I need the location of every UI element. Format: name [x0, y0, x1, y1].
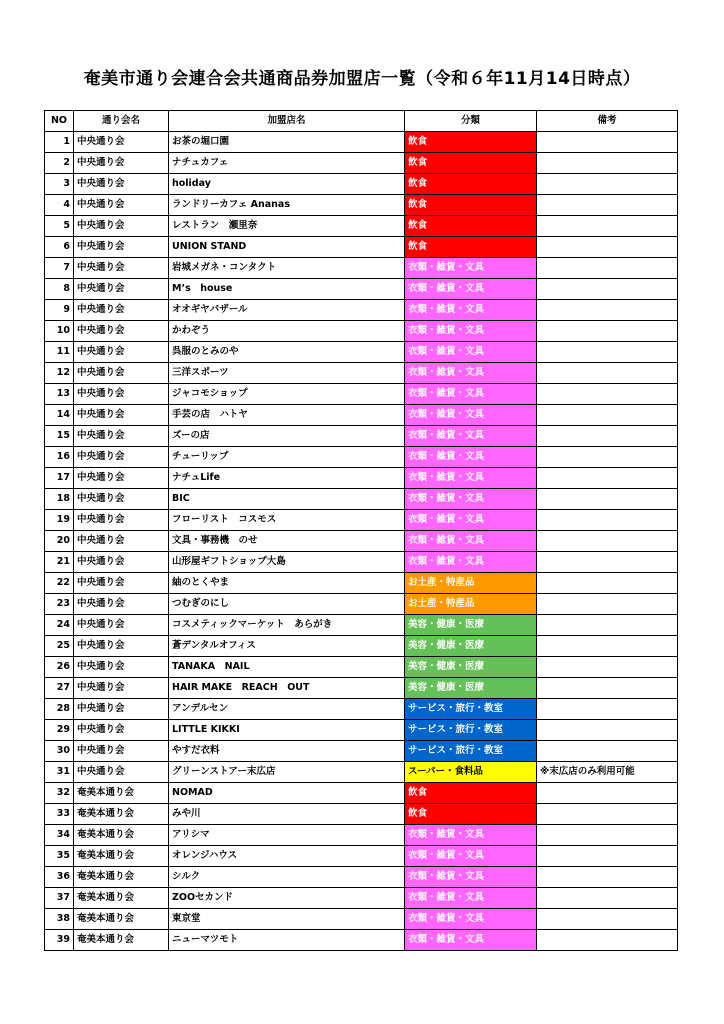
cell-no: 27 [45, 678, 74, 699]
table-row [45, 321, 678, 342]
table-row [45, 615, 678, 636]
cell-note [537, 342, 678, 363]
cell-category: 美容・健康・医療 [405, 615, 537, 636]
cell-association: 中央通り会 [74, 741, 169, 762]
cell-no: 19 [45, 510, 74, 531]
cell-association: 中央通り会 [74, 237, 169, 258]
cell-category: 衣類・雑貨・文具 [405, 342, 537, 363]
table-row [45, 867, 678, 888]
cell-category: 衣類・雑貨・文具 [405, 510, 537, 531]
cell-category: 衣類・雑貨・文具 [405, 489, 537, 510]
cell-no: 34 [45, 825, 74, 846]
member-store-table [44, 110, 678, 951]
cell-store-name: グリーンストアー末広店 [169, 762, 405, 783]
cell-note [537, 132, 678, 153]
cell-store-name: ナチュカフェ [169, 153, 405, 174]
cell-store-name: ナチュLife [169, 468, 405, 489]
cell-store-name: UNION STAND [169, 237, 405, 258]
cell-no: 38 [45, 909, 74, 930]
cell-association: 中央通り会 [74, 363, 169, 384]
table-row [45, 531, 678, 552]
cell-no: 16 [45, 447, 74, 468]
cell-store-name: M’s house [169, 279, 405, 300]
cell-store-name: やすだ衣料 [169, 741, 405, 762]
cell-note [537, 615, 678, 636]
table-row [45, 426, 678, 447]
cell-store-name: 手芸の店 ハトヤ [169, 405, 405, 426]
cell-category: 衣類・雑貨・文具 [405, 468, 537, 489]
table-row [45, 510, 678, 531]
cell-no: 36 [45, 867, 74, 888]
cell-note [537, 468, 678, 489]
table-row [45, 846, 678, 867]
table-row [45, 930, 678, 951]
cell-category: 衣類・雑貨・文具 [405, 825, 537, 846]
table-row [45, 237, 678, 258]
cell-association: 中央通り会 [74, 174, 169, 195]
cell-category: 衣類・雑貨・文具 [405, 930, 537, 951]
cell-category: 衣類・雑貨・文具 [405, 867, 537, 888]
table-row [45, 741, 678, 762]
cell-no: 11 [45, 342, 74, 363]
cell-category: 衣類・雑貨・文具 [405, 531, 537, 552]
cell-no: 14 [45, 405, 74, 426]
cell-no: 22 [45, 573, 74, 594]
cell-category: 飲食 [405, 153, 537, 174]
cell-category: 衣類・雑貨・文具 [405, 426, 537, 447]
cell-category: 美容・健康・医療 [405, 678, 537, 699]
page-title: 奄美市通り会連合会共通商品券加盟店一覧（令和６年11月14日時点） [83, 69, 641, 89]
cell-note [537, 321, 678, 342]
cell-no: 30 [45, 741, 74, 762]
cell-note [537, 825, 678, 846]
cell-note [537, 426, 678, 447]
cell-category: 飲食 [405, 783, 537, 804]
table-row [45, 153, 678, 174]
cell-category: サービス・旅行・教室 [405, 741, 537, 762]
cell-association: 中央通り会 [74, 384, 169, 405]
cell-association: 中央通り会 [74, 594, 169, 615]
cell-note [537, 531, 678, 552]
cell-note [537, 552, 678, 573]
cell-association: 奄美本通り会 [74, 825, 169, 846]
cell-category: 飲食 [405, 132, 537, 153]
cell-category: 衣類・雑貨・文具 [405, 909, 537, 930]
cell-association: 奄美本通り会 [74, 909, 169, 930]
cell-note [537, 195, 678, 216]
cell-note [537, 909, 678, 930]
cell-store-name: ジャコモショップ [169, 384, 405, 405]
cell-category: 衣類・雑貨・文具 [405, 447, 537, 468]
table-row [45, 636, 678, 657]
cell-association: 中央通り会 [74, 615, 169, 636]
cell-note [537, 741, 678, 762]
cell-category: 衣類・雑貨・文具 [405, 846, 537, 867]
table-row [45, 699, 678, 720]
cell-store-name: LITTLE KIKKI [169, 720, 405, 741]
cell-association: 中央通り会 [74, 531, 169, 552]
cell-no: 20 [45, 531, 74, 552]
cell-association: 中央通り会 [74, 573, 169, 594]
table-row [45, 573, 678, 594]
cell-note [537, 657, 678, 678]
cell-category: 飲食 [405, 195, 537, 216]
cell-association: 中央通り会 [74, 195, 169, 216]
cell-note [537, 237, 678, 258]
cell-store-name: アンデルセン [169, 699, 405, 720]
cell-no: 7 [45, 258, 74, 279]
cell-store-name: チューリップ [169, 447, 405, 468]
header-association: 通り会名 [74, 111, 169, 132]
cell-association: 中央通り会 [74, 426, 169, 447]
cell-note [537, 678, 678, 699]
cell-no: 2 [45, 153, 74, 174]
cell-store-name: オレンジハウス [169, 846, 405, 867]
table-row [45, 489, 678, 510]
cell-category: 飲食 [405, 174, 537, 195]
cell-note [537, 594, 678, 615]
cell-store-name: アリシマ [169, 825, 405, 846]
cell-store-name: みや川 [169, 804, 405, 825]
cell-store-name: シルク [169, 867, 405, 888]
cell-note [537, 216, 678, 237]
cell-association: 中央通り会 [74, 132, 169, 153]
cell-store-name: HAIR MAKE REACH OUT [169, 678, 405, 699]
cell-no: 29 [45, 720, 74, 741]
cell-category: お土産・特産品 [405, 573, 537, 594]
cell-association: 中央通り会 [74, 342, 169, 363]
cell-store-name: TANAKA NAIL [169, 657, 405, 678]
cell-association: 中央通り会 [74, 405, 169, 426]
table-row [45, 342, 678, 363]
cell-no: 9 [45, 300, 74, 321]
cell-category: サービス・旅行・教室 [405, 699, 537, 720]
cell-note [537, 783, 678, 804]
cell-no: 25 [45, 636, 74, 657]
cell-association: 中央通り会 [74, 321, 169, 342]
cell-no: 31 [45, 762, 74, 783]
cell-association: 奄美本通り会 [74, 930, 169, 951]
cell-no: 37 [45, 888, 74, 909]
cell-association: 中央通り会 [74, 258, 169, 279]
cell-category: 衣類・雑貨・文具 [405, 384, 537, 405]
cell-store-name: 岩城メガネ・コンタクト [169, 258, 405, 279]
cell-association: 奄美本通り会 [74, 804, 169, 825]
cell-category: 衣類・雑貨・文具 [405, 552, 537, 573]
header-no: NO [45, 111, 74, 132]
cell-category: スーパー・食料品 [405, 762, 537, 783]
cell-store-name: 東京堂 [169, 909, 405, 930]
cell-no: 17 [45, 468, 74, 489]
table-row [45, 720, 678, 741]
table-header-row [45, 111, 678, 132]
cell-note [537, 930, 678, 951]
cell-store-name: ズーの店 [169, 426, 405, 447]
cell-note [537, 384, 678, 405]
cell-association: 奄美本通り会 [74, 783, 169, 804]
cell-association: 奄美本通り会 [74, 867, 169, 888]
cell-association: 中央通り会 [74, 468, 169, 489]
cell-no: 26 [45, 657, 74, 678]
table-row [45, 195, 678, 216]
cell-note [537, 867, 678, 888]
cell-no: 1 [45, 132, 74, 153]
cell-store-name: NOMAD [169, 783, 405, 804]
table-row [45, 909, 678, 930]
cell-category: サービス・旅行・教室 [405, 720, 537, 741]
cell-no: 21 [45, 552, 74, 573]
cell-no: 3 [45, 174, 74, 195]
table-row [45, 447, 678, 468]
header-category: 分類 [405, 111, 537, 132]
cell-category: 美容・健康・医療 [405, 636, 537, 657]
cell-no: 18 [45, 489, 74, 510]
cell-association: 中央通り会 [74, 762, 169, 783]
cell-store-name: フローリスト コスモス [169, 510, 405, 531]
header-note: 備考 [537, 111, 678, 132]
cell-association: 中央通り会 [74, 678, 169, 699]
cell-category: 衣類・雑貨・文具 [405, 279, 537, 300]
cell-note [537, 699, 678, 720]
cell-no: 32 [45, 783, 74, 804]
cell-no: 8 [45, 279, 74, 300]
cell-note [537, 174, 678, 195]
cell-category: 衣類・雑貨・文具 [405, 258, 537, 279]
cell-association: 奄美本通り会 [74, 888, 169, 909]
cell-note [537, 279, 678, 300]
cell-note [537, 300, 678, 321]
cell-no: 24 [45, 615, 74, 636]
cell-note [537, 153, 678, 174]
cell-store-name: コスメティックマーケット あらがき [169, 615, 405, 636]
cell-association: 中央通り会 [74, 153, 169, 174]
table-row [45, 405, 678, 426]
cell-no: 15 [45, 426, 74, 447]
cell-store-name: ZOOセカンド [169, 888, 405, 909]
cell-association: 中央通り会 [74, 552, 169, 573]
cell-no: 33 [45, 804, 74, 825]
table-row [45, 804, 678, 825]
cell-store-name: つむぎのにし [169, 594, 405, 615]
cell-note [537, 804, 678, 825]
cell-association: 中央通り会 [74, 279, 169, 300]
cell-store-name: レストラン 瀬里奈 [169, 216, 405, 237]
cell-store-name: かわぞう [169, 321, 405, 342]
table-row [45, 888, 678, 909]
cell-note [537, 636, 678, 657]
cell-association: 中央通り会 [74, 300, 169, 321]
cell-store-name: オオギヤバザール [169, 300, 405, 321]
cell-note [537, 510, 678, 531]
cell-category: 飲食 [405, 237, 537, 258]
cell-category: 飲食 [405, 216, 537, 237]
table-row [45, 132, 678, 153]
table-row [45, 594, 678, 615]
cell-category: 飲食 [405, 804, 537, 825]
table-row [45, 825, 678, 846]
cell-association: 中央通り会 [74, 636, 169, 657]
cell-no: 13 [45, 384, 74, 405]
cell-note [537, 573, 678, 594]
cell-store-name: ランドリーカフェ Ananas [169, 195, 405, 216]
cell-association: 中央通り会 [74, 447, 169, 468]
cell-store-name: ニューマツモト [169, 930, 405, 951]
table-row [45, 279, 678, 300]
cell-note [537, 405, 678, 426]
cell-category: 衣類・雑貨・文具 [405, 405, 537, 426]
cell-note [537, 489, 678, 510]
cell-note [537, 258, 678, 279]
cell-no: 12 [45, 363, 74, 384]
cell-note [537, 888, 678, 909]
cell-category: お土産・特産品 [405, 594, 537, 615]
table-row [45, 468, 678, 489]
cell-association: 中央通り会 [74, 489, 169, 510]
cell-no: 39 [45, 930, 74, 951]
cell-store-name: 紬のとくやま [169, 573, 405, 594]
cell-no: 10 [45, 321, 74, 342]
cell-association: 中央通り会 [74, 216, 169, 237]
cell-store-name: 呉服のとみのや [169, 342, 405, 363]
table-row [45, 258, 678, 279]
cell-no: 23 [45, 594, 74, 615]
cell-store-name: お茶の堀口園 [169, 132, 405, 153]
table-row [45, 174, 678, 195]
cell-note [537, 846, 678, 867]
table-row [45, 657, 678, 678]
table-row [45, 300, 678, 321]
table-row [45, 678, 678, 699]
cell-category: 衣類・雑貨・文具 [405, 363, 537, 384]
table-row [45, 216, 678, 237]
cell-store-name: holiday [169, 174, 405, 195]
cell-store-name: 文具・事務機 のせ [169, 531, 405, 552]
table-body [45, 132, 678, 951]
cell-association: 中央通り会 [74, 720, 169, 741]
cell-note [537, 447, 678, 468]
cell-category: 衣類・雑貨・文具 [405, 888, 537, 909]
table-row [45, 552, 678, 573]
cell-association: 中央通り会 [74, 510, 169, 531]
cell-store-name: 山形屋ギフトショップ大島 [169, 552, 405, 573]
cell-category: 美容・健康・医療 [405, 657, 537, 678]
cell-association: 中央通り会 [74, 699, 169, 720]
cell-no: 28 [45, 699, 74, 720]
table-row [45, 384, 678, 405]
cell-no: 6 [45, 237, 74, 258]
cell-store-name: 蒼デンタルオフィス [169, 636, 405, 657]
table-row [45, 762, 678, 783]
cell-association: 奄美本通り会 [74, 846, 169, 867]
header-store-name: 加盟店名 [169, 111, 405, 132]
table-row [45, 783, 678, 804]
cell-note [537, 363, 678, 384]
cell-note [537, 720, 678, 741]
cell-category: 衣類・雑貨・文具 [405, 321, 537, 342]
cell-no: 4 [45, 195, 74, 216]
cell-no: 5 [45, 216, 74, 237]
cell-store-name: BIC [169, 489, 405, 510]
cell-association: 中央通り会 [74, 657, 169, 678]
cell-note: ※末広店のみ利用可能 [537, 762, 678, 783]
cell-category: 衣類・雑貨・文具 [405, 300, 537, 321]
cell-store-name: 三洋スポーツ [169, 363, 405, 384]
cell-no: 35 [45, 846, 74, 867]
table-row [45, 363, 678, 384]
